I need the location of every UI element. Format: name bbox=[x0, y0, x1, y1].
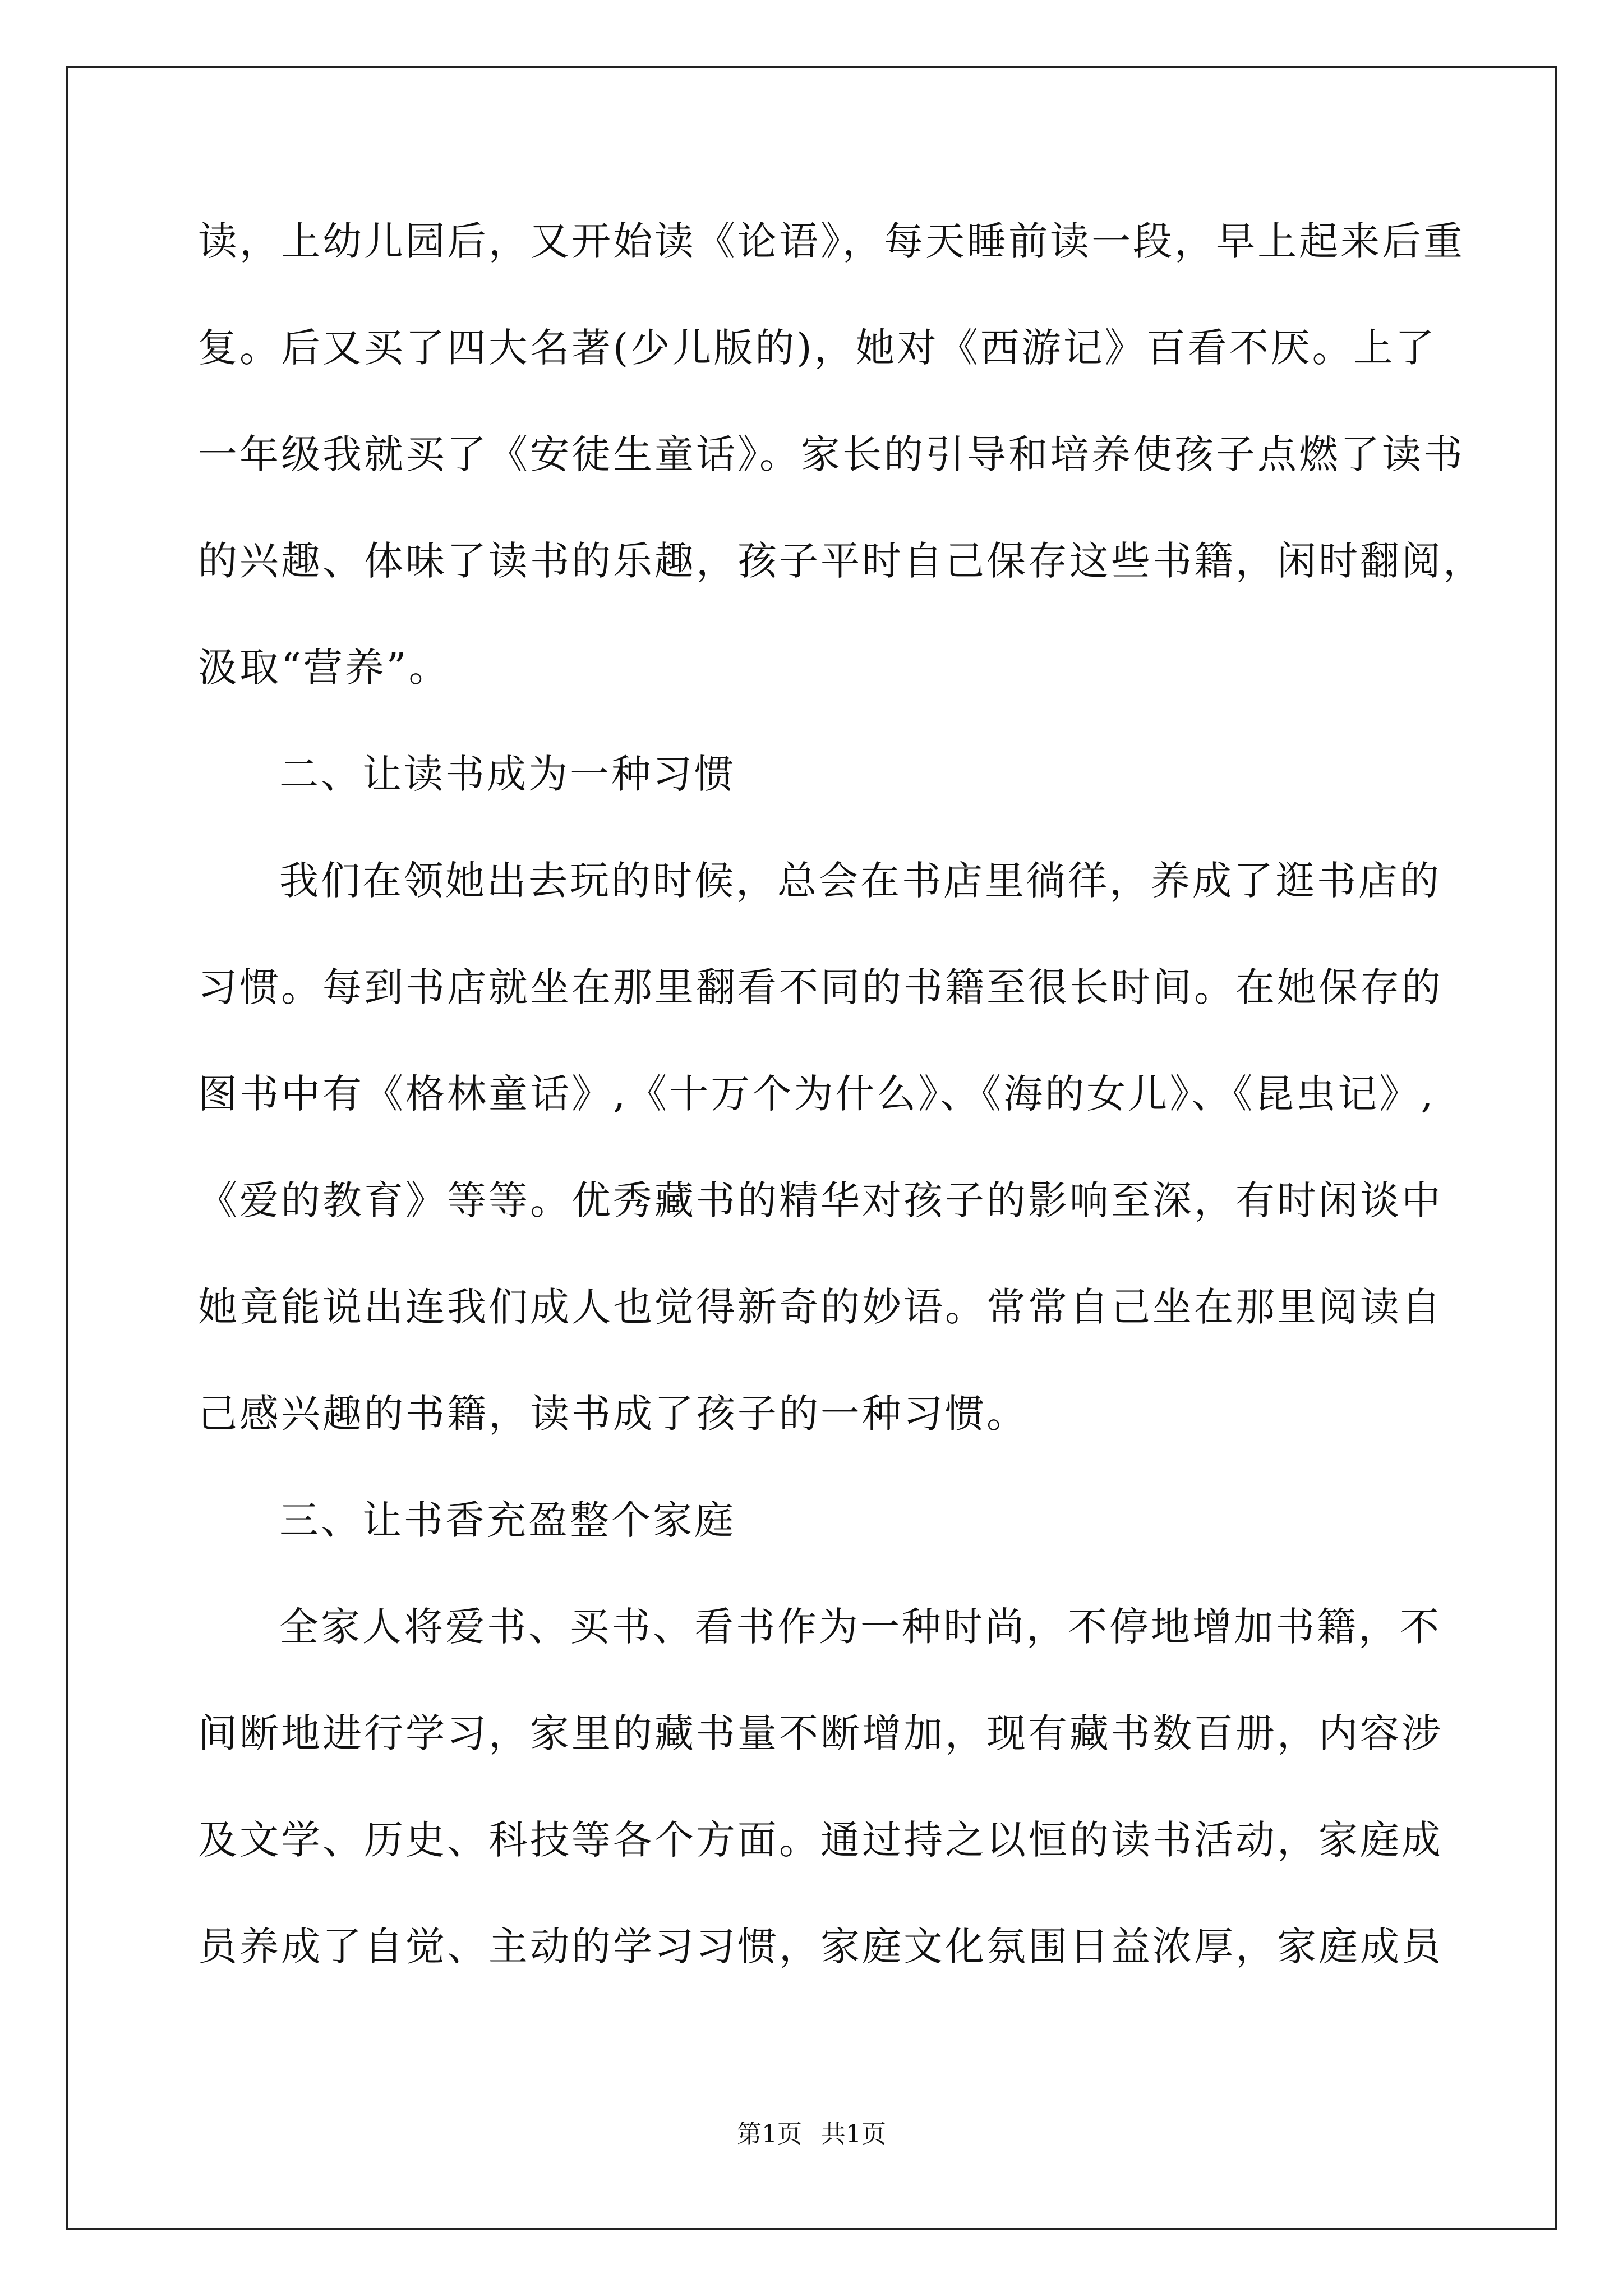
page-border bbox=[66, 66, 1557, 2230]
section-heading: 三、让书香充盈整个家庭 bbox=[279, 1497, 736, 1543]
page-total: 共1页 bbox=[821, 2120, 886, 2148]
paragraph-line: 《爱的教育》等等。优秀藏书的精华对孩子的影响至深，有时闲谈中 bbox=[198, 1177, 1443, 1223]
paragraph-line: 汲取“营养”。 bbox=[198, 645, 450, 691]
page-number: 第1页 bbox=[737, 2120, 802, 2148]
paragraph-line: 她竟能说出连我们成人也觉得新奇的妙语。常常自己坐在那里阅读自 bbox=[198, 1284, 1443, 1330]
paragraph-line: 一年级我就买了《安徒生童话》。家长的引导和培养使孩子点燃了读书 bbox=[198, 431, 1465, 477]
paragraph-line: 读，上幼儿园后，又开始读《论语》，每天睡前读一段，早上起来后重 bbox=[198, 218, 1465, 264]
paragraph-line: 间断地进行学习，家里的藏书量不断增加，现有藏书数百册，内容涉 bbox=[198, 1710, 1443, 1756]
paragraph-line: 员养成了自觉、主动的学习习惯，家庭文化氛围日益浓厚，家庭成员 bbox=[198, 1924, 1443, 1970]
paragraph-line: 我们在领她出去玩的时候，总会在书店里徜徉，养成了逛书店的 bbox=[279, 858, 1441, 904]
section-heading: 二、让读书成为一种习惯 bbox=[279, 751, 736, 797]
paragraph-line: 及文学、历史、科技等各个方面。通过持之以恒的读书活动，家庭成 bbox=[198, 1817, 1443, 1863]
paragraph-line: 己感兴趣的书籍，读书成了孩子的一种习惯。 bbox=[198, 1391, 1028, 1437]
paragraph-line: 习惯。每到书店就坐在那里翻看不同的书籍至很长时间。在她保存的 bbox=[198, 964, 1443, 1010]
paragraph-line: 的兴趣、体味了读书的乐趣，孩子平时自己保存这些书籍，闲时翻阅， bbox=[198, 538, 1484, 584]
paragraph-line: 图书中有《格林童话》,《十万个为什么》、《海的女儿》、《昆虫记》, bbox=[198, 1071, 1436, 1117]
paragraph-line: 全家人将爱书、买书、看书作为一种时尚，不停地增加书籍，不 bbox=[279, 1604, 1441, 1650]
paragraph-line: 复。后又买了四大名著(少儿版的)，她对《西游记》百看不厌。上了 bbox=[198, 325, 1437, 371]
page-footer bbox=[0, 2118, 1623, 2151]
